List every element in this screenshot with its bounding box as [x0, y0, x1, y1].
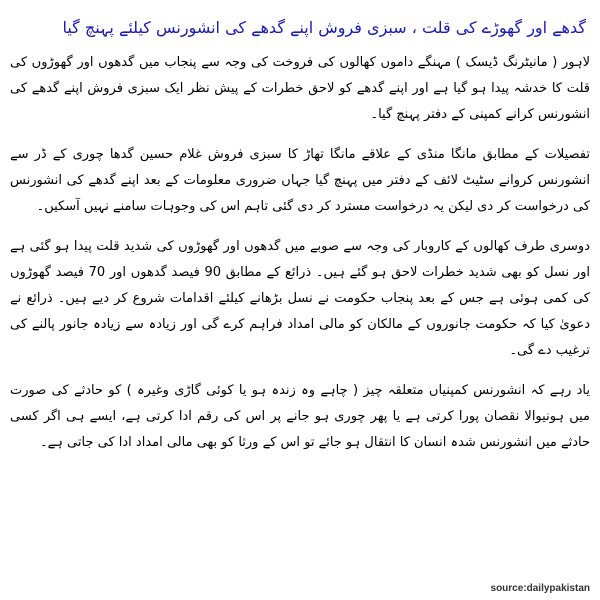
article-paragraph-1: لاہور ( مانیٹرنگ ڈیسک ) مہنگے داموں کھالوں کی فروخت کی وجہ سے پنجاب میں گدھوں اور گھوڑوں کی قلت کا خدشہ پیدا ہو گیا ہے اور اپنے گدھے کو لاحق خطرات کے پیش نظر ایک سبزی فروش اپنے گدھے کی انشورنس کرانے کمپنی کے دفتر پہنچ گیا۔: [10, 55, 590, 122]
news-article: [10, 8, 590, 592]
article-paragraph-4: یاد رہے کہ انشورنس کمپنیاں متعلقہ چیز ( چاہے وہ زندہ ہو یا کوئی گاڑی وغیرہ ) کو حادثے کی صورت میں ہونیوالا نقصان پورا کرتی ہے یا پھر چوری ہو جانے پر اس کی رقم ادا کرتی ہے، ایسے ہی اگر کسی حادثے میں انشورنس شدہ انسان کا انتقال ہو جائے تو اس کے ورثا کو بھی مالی امداد ادا کی جاتی ہے۔: [10, 383, 590, 450]
source-credit: source:dailypakistan: [490, 583, 590, 594]
article-paragraph-3: دوسری طرف کھالوں کے کاروبار کی وجہ سے صوبے میں گدھوں اور گھوڑوں کی شدید قلت پیدا ہو گئی ہے اور نسل کو بھی شدید خطرات لاحق ہو گئے ہیں۔ ذرائع کے مطابق 90 فیصد گدھوں اور 70 فیصد گھوڑوں کی کمی ہوئی ہے جس کے بعد پنجاب حکومت نے نسل بڑھانے کیلئے اقدامات شروع کر دیے ہیں۔ ذرائع نے دعویٰ کیا کہ حکومت جانوروں کے مالکان کو مالی امداد فراہم کرے گی اور زیادہ سے زیادہ جانور پالنے کی ترغیب دے گی۔: [10, 239, 590, 358]
article-paragraph-2: تفصیلات کے مطابق مانگا منڈی کے علاقے مانگا تھاڑ کا سبزی فروش غلام حسین گدھا چوری کے ڈر سے انشورنس کروانے سٹیٹ لائف کے دفتر میں پہنچ گیا جہاں ضروری معلومات کے بعد اپنے گدھے کی انشورنس کی درخواست کر دی لیکن یہ درخواست مسترد کر دی گئی تاہم اس کی وجوہات سامنے نہیں آسکیں۔: [10, 147, 590, 214]
article-title: گدھے اور گھوڑے کی قلت ، سبزی فروش اپنے گدھے کی انشورنس کیلئے پہنچ گیا: [62, 18, 586, 37]
